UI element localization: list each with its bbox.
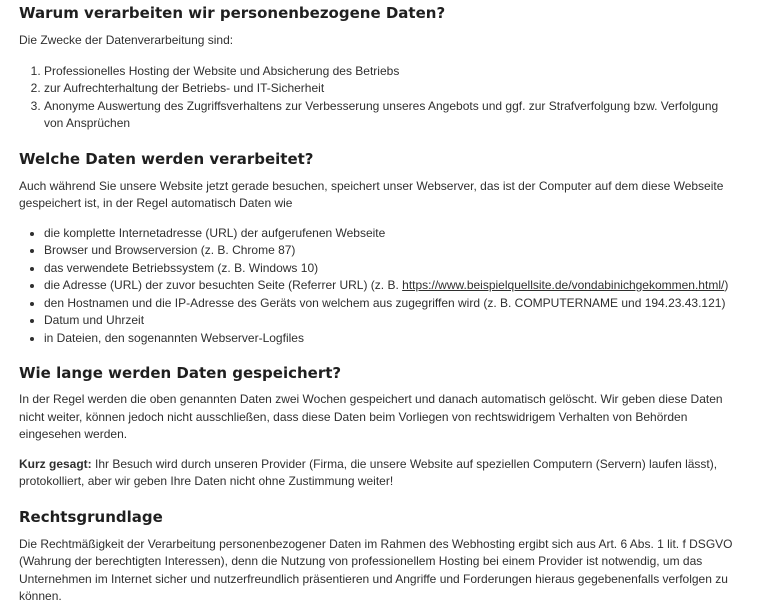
section-purpose [19,3,738,133]
privacy-document [0,3,768,606]
storage-summary [19,456,738,491]
heading-storage-duration: Wie lange werden Daten gespeichert? [19,364,342,382]
data-processed-intro: Auch während Sie unsere Website jetzt gerade besuchen, speichert unser Webserver, das ist der Computer auf dem diese Webseite gespeichert ist, in der Regel automatisch Daten wie [19,178,724,210]
summary-label: Kurz gesagt: [19,456,92,471]
referrer-example-link[interactable]: https://www.beispielquellsite.de/vondabinichgekommen.html/ [402,278,725,292]
storage-duration-text: In der Regel werden die oben genannten Daten zwei Wochen gespeichert und danach automatisch gelöscht. Wir geben diese Daten nicht weiter, können jedoch nicht ausschließen, dass diese Daten beim Vorliegen von rechtswidrigem Verhalten von Behörden eingesehen werden. [19,392,723,441]
list-item: • das verwendete Betriebssystem (z. B. Windows 10) [44,260,738,278]
list-item: 1. Professionelles Hosting der Website und Absicherung des Betriebs [44,63,738,81]
heading-legal-basis: Rechtsgrundlage [19,507,163,526]
purpose-list [19,63,738,133]
list-item: • die komplette Internetadresse (URL) der aufgerufenen Webseite [44,225,738,243]
list-item-referrer [44,277,738,295]
legal-basis-text: Die Rechtmäßigkeit der Verarbeitung personenbezogener Daten im Rahmen des Webhosting ergibt sich aus Art. 6 Abs. 1 lit. f DSGVO (Wahrung der berechtigten Interessen), denn die Nutzung von professionellem Hosting bei einem Provider ist notwendig, um das Unternehmen im Internet sicher und nutzerfreundlich präsentieren und Angriffe und Forderungen hieraus gegebenenfalls verfolgen zu können. [19,536,733,603]
referrer-prefix: die Adresse (URL) der zuvor besuchten Seite (Referrer URL) (z. B. [44,278,403,292]
summary-text: Ihr Besuch wird durch unseren Provider (Firma, die unsere Website auf speziellen Computern (Servern) laufen lässt), protokolliert, aber wir geben Ihre Daten nicht ohne Zustimmung weiter! [19,456,718,488]
heading-purpose: Warum verarbeiten wir personenbezogene Daten? [19,4,446,22]
list-item: • in Dateien, den sogenannten Webserver-Logfiles [44,330,738,348]
section-legal-basis [19,507,738,606]
list-item: • Browser und Browserversion (z. B. Chrome 87) [44,242,738,260]
heading-data-processed: Welche Daten werden verarbeitet? [19,149,314,168]
list-item: • Datum und Uhrzeit [44,312,738,330]
list-item: 3. Anonyme Auswertung des Zugriffsverhaltens zur Verbesserung unseres Angebots und ggf. zur Strafverfolgung bzw. Verfolgung von Ansprüchen [44,98,738,133]
section-storage-duration [19,363,738,491]
list-item: 2. zur Aufrechterhaltung der Betriebs- und IT-Sicherheit [44,80,738,98]
purpose-intro: Die Zwecke der Datenverarbeitung sind: [19,33,234,47]
list-item: • den Hostnamen und die IP-Adresse des Geräts von welchem aus zugegriffen wird (z. B. COMPUTERNAME und 194.23.43.121) [44,295,738,313]
section-data-processed [19,149,738,348]
referrer-suffix: ) [724,278,729,292]
data-processed-list [19,225,738,348]
